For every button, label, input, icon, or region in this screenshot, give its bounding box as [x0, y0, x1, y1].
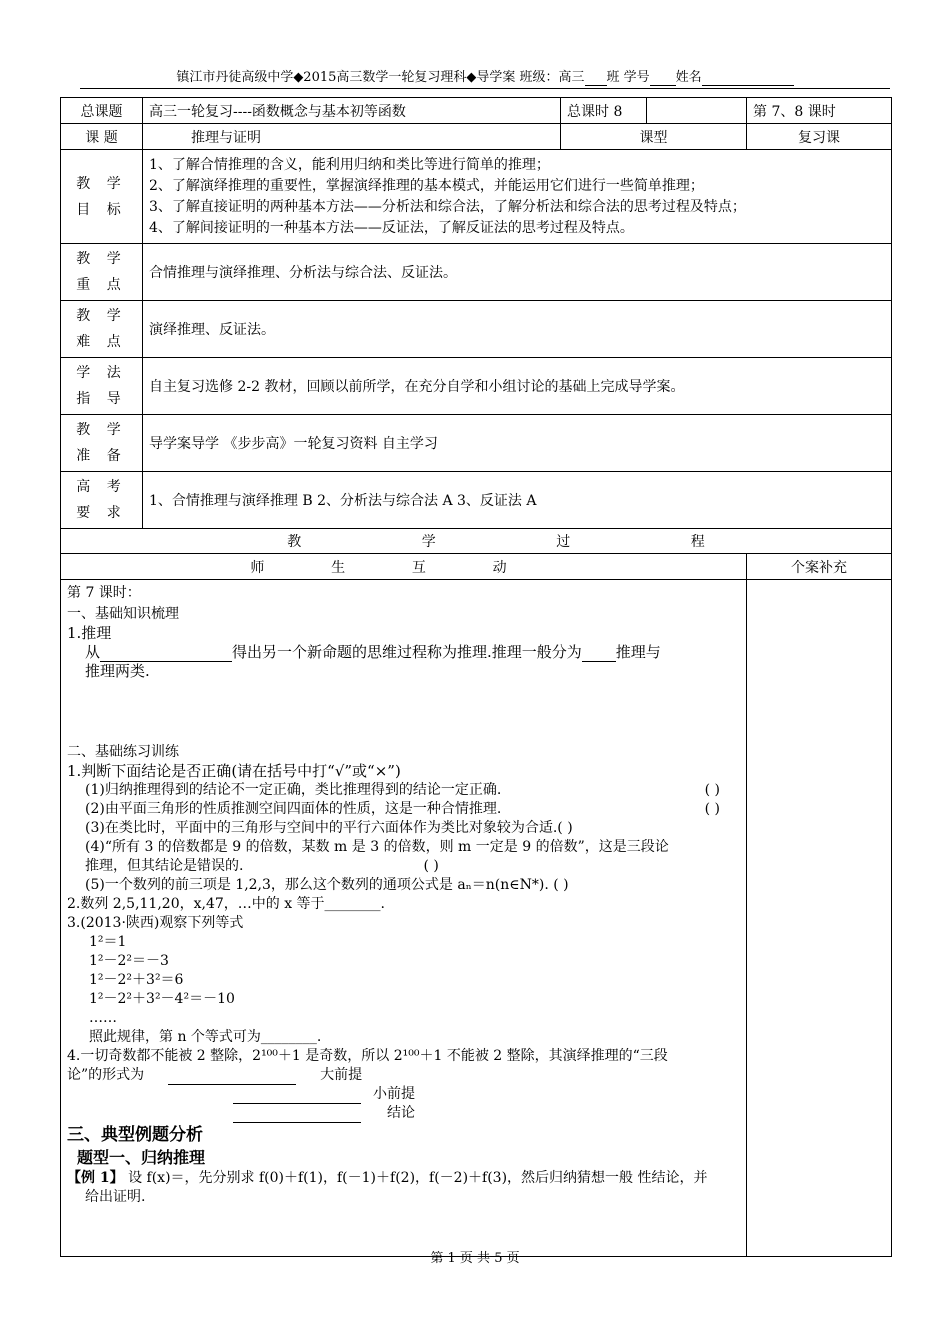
item-1-text-2: 推理两类.	[85, 662, 150, 680]
page-footer: 第 1 页 共 5 页	[430, 1251, 520, 1266]
goal-item: 3、了解直接证明的两种基本方法——分析法和综合法，了解分析法和综合法的思考过程及特点；	[149, 198, 746, 215]
topic-value: 高三一轮复习----函数概念与基本初等函数	[143, 98, 561, 124]
prep-value: 导学案导学 《步步高》一轮复习资料 自主学习	[143, 415, 892, 472]
lesson-content	[61, 580, 747, 1257]
name-blank	[702, 70, 794, 86]
empty-cell	[647, 98, 747, 124]
fill-blank[interactable]	[233, 1088, 361, 1104]
goals-list	[143, 150, 892, 244]
period-value: 第 7、8 课时	[747, 98, 892, 124]
class-blank	[585, 70, 607, 86]
question-4: 4.一切奇数都不能被 2 整除，2¹⁰⁰＋1 是奇数，所以 2¹⁰⁰＋1 不能被 2 整除，其演绎推理的“三段	[67, 1048, 668, 1064]
difficulty-value: 演绎推理、反证法。	[143, 301, 892, 358]
ellipsis: ……	[89, 1010, 117, 1026]
focus-label: 教 学 重 点	[61, 244, 143, 301]
goal-item: 2、了解演绎推理的重要性，掌握演绎推理的基本模式，并能运用它们进行一些简单推理；	[149, 177, 704, 194]
header-text: 镇江市丹徒高级中学◆2015高三数学一轮复习理科◆导学案 班级：高三	[176, 70, 585, 85]
example-1: 【例 1】 设 f(x)＝，先分别求 f(0)＋f(1)，f(－1)＋f(2)，f(－2)＋f(3)，然后归纳猜想一般 性结论，并	[67, 1170, 708, 1186]
goals-label: 教 学 目 标	[61, 150, 143, 244]
method-label: 学 法 指 导	[61, 358, 143, 415]
question-1-item: (4)“所有 3 的倍数都是 9 的倍数，某数 m 是 3 的倍数，则 m 一定是 9 的倍数”，这是三段论	[85, 839, 669, 855]
question-3: 3.(2013·陕西)观察下列等式	[67, 915, 244, 931]
fill-blank[interactable]	[100, 646, 232, 662]
lesson-plan-table	[60, 97, 892, 1257]
total-hours: 总课时 8	[561, 98, 647, 124]
subject-value: 推理与证明	[143, 124, 561, 150]
subject-label: 课 题	[61, 124, 143, 150]
type-value: 复习课	[747, 124, 892, 150]
section-3-title: 三、典型例题分析	[67, 1125, 203, 1145]
focus-value: 合情推理与演绎推理、分析法与综合法、反证法。	[143, 244, 892, 301]
item-1-title: 1.推理	[67, 624, 112, 642]
question-4-form: 论”的形式为 大前提	[67, 1067, 363, 1083]
section-2-title: 二、基础练习训练	[67, 744, 179, 760]
question-1-item: (3)在类比时，平面中的三角形与空间中的平行六面体作为类比对象较为合适.( )	[85, 820, 573, 836]
method-value: 自主复习选修 2-2 教材，回顾以前所学，在充分自学和小组讨论的基础上完成导学案。	[143, 358, 892, 415]
header-name-label: 姓名	[675, 70, 702, 85]
question-1-item: (5)一个数列的前三项是 1,2,3，那么这个数列的通项公式是 aₙ＝n(n∈N*). ( )	[85, 877, 569, 893]
type-label: 课型	[561, 124, 747, 150]
fill-blank[interactable]	[168, 1069, 296, 1085]
supplement-cell	[747, 580, 892, 1257]
process-header: 教 学 过 程	[61, 529, 892, 554]
goal-item: 1、了解合情推理的含义，能利用归纳和类比等进行简单的推理；	[149, 156, 550, 173]
lesson-number: 第 7 课时：	[67, 585, 141, 601]
supplement-header: 个案补充	[747, 554, 892, 580]
exam-value: 1、合情推理与演绎推理 B 2、分析法与综合法 A 3、反证法 A	[143, 472, 892, 529]
goal-item: 4、了解间接证明的一种基本方法——反证法，了解反证法的思考过程及特点。	[149, 219, 634, 236]
section-1-title: 一、基础知识梳理	[67, 606, 179, 622]
exam-label: 高 考 要 求	[61, 472, 143, 529]
difficulty-label: 教 学 难 点	[61, 301, 143, 358]
fill-blank[interactable]	[233, 1107, 361, 1123]
page-header	[80, 66, 890, 89]
header-class-suffix: 班 学号	[606, 70, 650, 85]
equation: 1²＝1	[89, 934, 127, 950]
topic-label: 总课题	[61, 98, 143, 124]
prep-label: 教 学 准 备	[61, 415, 143, 472]
interaction-header: 师 生 互 动	[61, 554, 747, 580]
equation: 1²－2²＋3²－4²＝－10	[89, 991, 235, 1007]
question-3-end: 照此规律，第 n 个等式可为________.	[89, 1029, 322, 1045]
type-1-title: 题型一、归纳推理	[77, 1148, 206, 1167]
question-4-conclusion: 结论	[67, 1104, 740, 1123]
question-4-minor: 小前提	[67, 1085, 740, 1104]
question-2: 2.数列 2,5,11,20，x,47，…中的 x 等于________.	[67, 896, 386, 912]
question-1-item: (2)由平面三角形的性质推测空间四面体的性质，这是一种合情推理. ( )	[85, 801, 720, 817]
id-blank	[650, 70, 676, 86]
fill-blank[interactable]	[582, 646, 616, 662]
item-1-text: 从 得出另一个新命题的思维过程称为推理.推理一般分为 推理与	[85, 643, 661, 661]
example-1-end: 给出证明.	[85, 1189, 146, 1205]
equation: 1²－2²＋3²＝6	[89, 972, 184, 988]
question-1: 1.判断下面结论是否正确(请在括号中打“√”或“×”)	[67, 762, 401, 780]
equation: 1²－2²＝－3	[89, 953, 169, 969]
question-1-item: 推理，但其结论是错误的. ( )	[85, 858, 439, 874]
question-1-item: (1)归纳推理得到的结论不一定正确，类比推理得到的结论一定正确. ( )	[85, 782, 720, 798]
